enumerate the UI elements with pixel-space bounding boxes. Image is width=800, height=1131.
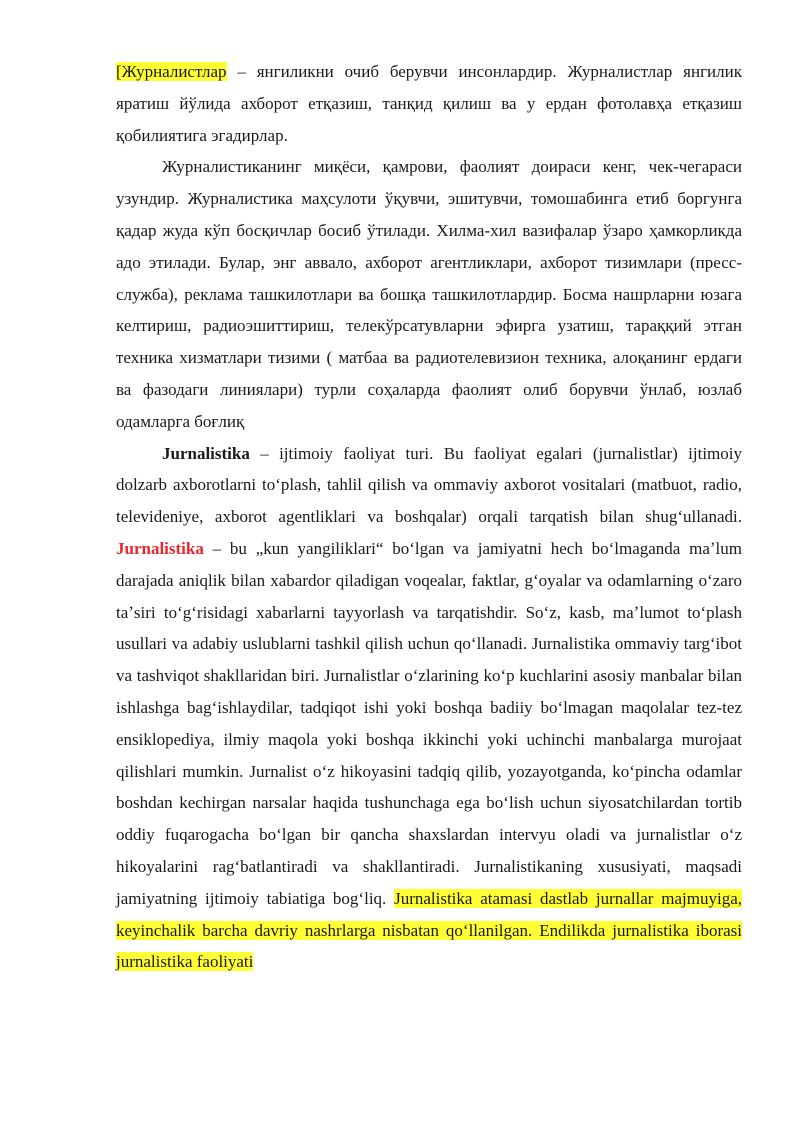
paragraph-journalists (116, 56, 742, 151)
paragraph-text: – янгиликни очиб берувчи инсонлардир. Журналистлар янгилик яратиш йўлида ахборот етқазиш, танқид қилиш ва у ердан фотолавҳа етқазиш қобилиятига эгадирлар. (116, 62, 742, 145)
paragraph-journalism-scope (116, 151, 742, 437)
bold-term: Jurnalistika (162, 443, 250, 463)
red-term: Jurnalistika (116, 538, 204, 558)
highlighted-term: [Журналистлар (116, 62, 227, 81)
highlighted-text: Jurnalistika atamasi dastlab jurnallar majmuyiga, keyinchalik barcha davriy nashrlarga nisbatan qoʻllanilgan. Endilikda jurnalistika iborasi jurnalistika faoliyati (116, 888, 742, 972)
paragraph-text: Журналистиканинг миқёси, қамрови, фаолият доираси кенг, чек-чегараси узундир. Журналистика маҳсулоти ўқувчи, эшитувчи, томошабинга етиб боргунга қадар жуда кўп босқичлар босиб ўтилади. Хилма-хил вазифалар ўзаро ҳамкорликда адо этилади. Булар, энг аввало, ахборот агентликлари, ахборот тизимлари (пресс-служба), реклама ташкилотлари ва бошқа ташкилотлардир. Босма нашрларни юзага келтириш, радиоэшиттириш, телекўрсатувларни эфирга узатиш, тараққий этган техника хизматлари тизими ( матбаа ва радиотелевизион техника, алоқанинг ердаги ва фазодаги линиялари) турли соҳаларда фаолият олиб борувчи ўнлаб, юзлаб одамларга боғлиқ (116, 157, 742, 431)
paragraph-jurnalistika (116, 438, 742, 979)
paragraph-text: – ijtimoiy faoliyat turi. Bu faoliyat egalari (jurnalistlar) ijtimoiy dolzarb axborotlarni toʻplash, tahlil qilish va ommaviy axborot vositalari (matbuot, radio, televideniye, axborot agentliklari va boshqalar) orqali tarqatish bilan shugʻullanadi. (116, 443, 742, 527)
document-page (116, 56, 742, 978)
paragraph-text: – bu „kun yangiliklari“ boʻlgan va jamiyatni hech boʻlmaganda maʼlum darajada aniqlik bilan xabardor qiladigan voqealar, faktlar, gʻoyalar va odamlarning oʻzaro taʼsiri toʻgʻrisidagi xabarlarni tayyorlash va tarqatishdir. Soʻz, kasb, maʼlumot toʻplash usullari va adabiy uslublarni tashkil qilish uchun qoʻllanadi. Jurnalistika ommaviy targʻibot va tashviqot shakllaridan biri. Jurnalistlar oʻzlarining koʻp kuchlarini asosiy manbalar bilan ishlashga bagʻishlaydilar, tadqiqot ishi yoki boshqa badiiy boʻlmagan maqolalar tez-tez ensiklopediya, ilmiy maqola yoki boshqa ikkinchi yoki uchinchi manbalarga murojaat qilishlari mumkin. Jurnalist oʻz hikoyasini tadqiq qilib, yozayotganda, koʻpincha odamlar boshdan kechirgan narsalar haqida tushunchaga ega boʻlish uchun siyosatchilardan tortib oddiy fuqarogacha boʻlgan bir qancha shaxslardan intervyu oladi va jurnalistlar oʻz hikoyalarini ragʻbatlantiradi va shakllantiradi. Jurnalistikaning xususiyati, maqsadi jamiyatning ijtimoiy tabiatiga bogʻliq. (116, 538, 742, 908)
